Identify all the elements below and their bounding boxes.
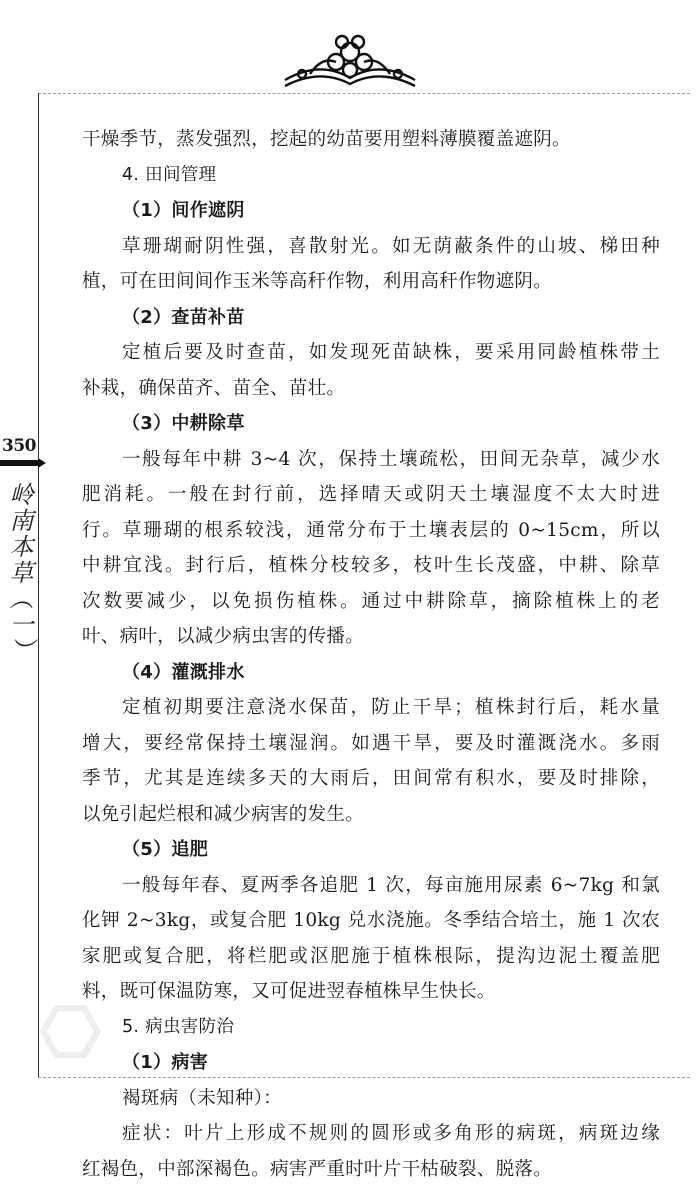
text-line: 化钾 2~3kg，或复合肥 10kg 兑水浇施。冬季结合培土，施 1 次农 bbox=[82, 910, 660, 931]
page-number-bar-tip bbox=[38, 458, 46, 468]
text-line: 一般每年春、夏两季各追肥 1 次，每亩施用尿素 6~7kg 和氯 bbox=[122, 874, 660, 896]
text-line: 增大，要经常保持土壤湿润。如遇干旱，要及时灌溉浇水。多雨 bbox=[82, 732, 660, 754]
section-heading: （1）间作遮阴 bbox=[122, 200, 245, 221]
section-heading: （1）病害 bbox=[122, 1052, 209, 1073]
text-line: 褐斑病（未知种）： bbox=[122, 1087, 282, 1109]
margin-rule bbox=[38, 93, 39, 1077]
text-line: 症状：叶片上形成不规则的圆形或多角形的病斑，病斑边缘 bbox=[122, 1123, 660, 1144]
text-line: 定植初期要注意浇水保苗，防止干旱；植株封行后，耗水量 bbox=[122, 697, 660, 718]
page-body bbox=[82, 122, 660, 1187]
ornament-knot-icon bbox=[280, 30, 420, 92]
section-heading: （2）查苗补苗 bbox=[122, 306, 245, 328]
page-number: 350 bbox=[2, 436, 36, 456]
watermark-seal-icon: ⬡ bbox=[22, 979, 117, 1082]
text-line: 行。草珊瑚的根系较浅，通常分布于土壤表层的 0~15cm，所以 bbox=[82, 519, 660, 541]
text-line: 中耕宜浅。封行后，植株分枝较多，枝叶生长茂盛，中耕、除草 bbox=[82, 555, 660, 576]
text-line: 以免引起烂根和减少病害的发生。 bbox=[82, 803, 365, 825]
text-line: 叶、病叶，以减少病虫害的传播。 bbox=[82, 626, 365, 647]
text-line: 季节，尤其是连续多天的大雨后，田间常有积水，要及时排除， bbox=[82, 768, 660, 789]
section-heading: 4. 田间管理 bbox=[122, 164, 217, 185]
text-line: 一般每年中耕 3~4 次，保持土壤疏松，田间无杂草，减少水 bbox=[122, 448, 660, 470]
section-heading: （5）追肥 bbox=[122, 839, 209, 860]
section-heading: 5. 病虫害防治 bbox=[122, 1016, 235, 1037]
section-heading: （4）灌溉排水 bbox=[122, 661, 245, 683]
text-line: 补栽，确保苗齐、苗全、苗壮。 bbox=[82, 377, 346, 399]
text-line: 料，既可保温防寒，又可促进翌春植株早生快长。 bbox=[82, 981, 496, 1002]
page-number-bar bbox=[0, 460, 38, 466]
header-divider bbox=[38, 93, 690, 94]
text-line: 次数要减少，以免损伤植株。通过中耕除草，摘除植株上的老 bbox=[82, 590, 660, 612]
text-line: 家肥或复合肥，将栏肥或沤肥施于植株根际，提沟边泥土覆盖肥 bbox=[82, 945, 660, 967]
text-line: 肥消耗。一般在封行前，选择晴天或阴天土壤湿度不太大时进 bbox=[82, 484, 660, 505]
text-line: 草珊瑚耐阴性强，喜散射光。如无荫蔽条件的山坡、梯田种 bbox=[122, 235, 660, 257]
section-heading: （3）中耕除草 bbox=[122, 413, 245, 434]
text-line: 定植后要及时查苗，如发现死苗缺株，要采用同龄植株带土 bbox=[122, 342, 660, 363]
text-line: 干燥季节，蒸发强烈，挖起的幼苗要用塑料薄膜覆盖遮阴。 bbox=[82, 129, 571, 150]
text-line: 红褐色，中部深褐色。病害严重时叶片干枯破裂、脱落。 bbox=[82, 1158, 553, 1180]
text-line: 植，可在田间间作玉米等高秆作物，利用高秆作物遮阴。 bbox=[82, 271, 553, 292]
book-title-vertical: 岭南本草（一） bbox=[5, 482, 33, 664]
